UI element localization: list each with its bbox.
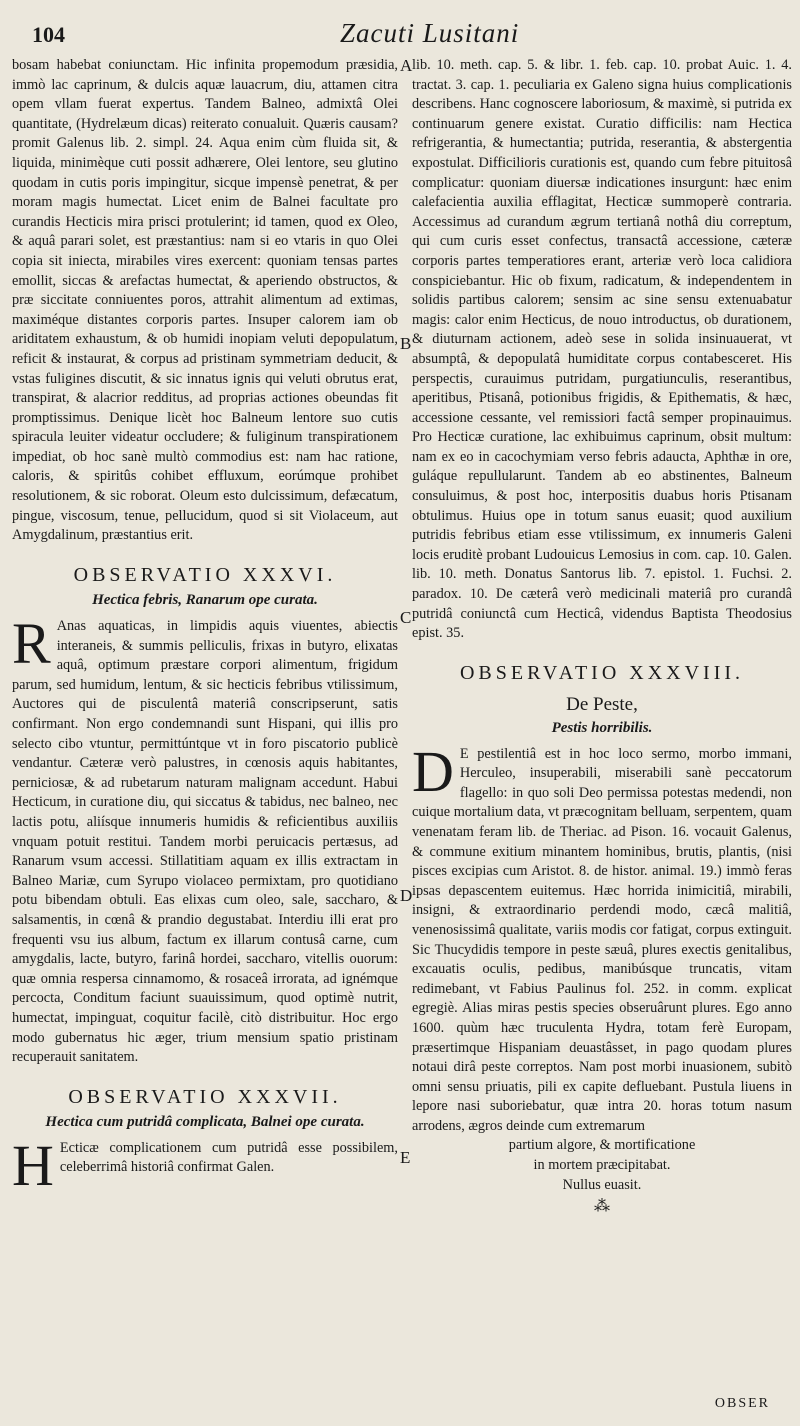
margin-letter-e: E xyxy=(400,1148,411,1167)
dropcap-d: D xyxy=(412,738,454,804)
observation-37-text: Ecticæ complicationem cum putridâ esse possibilem, celeberrimâ historiâ confirmat Galen. xyxy=(59,1139,398,1176)
left-column xyxy=(12,56,398,1198)
page-number: 104 xyxy=(32,22,65,47)
left-intro-paragraph: bosam habebat coniunctam. Hic infinita propemodum præsidia, immò lac caprinum, & dulcis aquæ lauacrum, diu, attamen citra opem vllam fuerat expertus. Tandem Balneo, admixtâ Olei quantitate, (Hydrelæum dicas) reiterato conualuit. Quæris causam? promit Galenus lib. 2. simpl. 24. Aqua enim cùm fluida sit, & liquida, minimèque cuti possit adhærere, Olei lentore, seu glutino quodam in cutis poris impingitur, sicque impensè penetrat, & per moram magis humectat. Licet enim de Balnei facultate pro curandis Hecticis mira prisci protulerint; id tamen, quod ex Oleo, & aquâ parari solet, est præstantius: nam si eo vtaris in quo Olei copia sit iniecta, mirabiles vires exercent: quoniam tensas partes emollit, siccas & arefactas humectat, & aperiendo obstructos, & præ siccitate conniuentes poros, attrahit alimentum ad extimas, maximéque distantes corporis partes. Insuper calorem iam ob ariditatem exhaustum, & ob humidi inopiam veluti depopulatum, reficit & instaurat, & corpus ad pristinam symmetriam deducit, & vstas fuligines discutit, & sic innatus ignis qui veluti obrutus erat, transpirat, & alacrior redditus, ad proprias actiones obeundas fit promptissimus. Denique licèt hoc Balneum lentore suo cutis spiracula leuiter videatur occludere; & fuliginum transpirationem impediat, ob hoc sanè multò commodius est: nam hac ratione, caloris, & spiritûs cohibet effluxum, eorúmque prohibet resolutionem, & sic roborat. Oleum esto dulcissimum, defæcatum, pingue, viscosum, tenue, pellucidum, quod si sit Violaceum, aut Amygdalinum, præstantius erit. xyxy=(12,57,398,544)
running-title: Zacuti Lusitani xyxy=(340,18,520,48)
dropcap-h: H xyxy=(12,1132,54,1198)
observation-37-paragraph xyxy=(12,1132,398,1198)
observation-36-paragraph xyxy=(12,611,398,1068)
observation-38-text: E pestilentiâ est in hoc loco sermo, morbo immani, Herculeo, insuperabili, miserabili sanè peccatorum flagello: in quo soli Deo permissa potestas medendi, non cuique mortalium data, vt præcognitam belluam, serpentem, quam venenatam feram lib. de Theriac. ad Pison. 16. vocauit Galenus, & commune exitium minantem hominibus, brutis, plantis, (nisi pisces excipias cum Aristot. 8. de histor. animal. 19.) immò feras ipsas depascentem euitemus. Hæc horrida inimicitiâ, mirabili, insigni, & extraordinario perdendi modo, cæcâ malitiâ, venenosissimâ qualitate, variis modis cor fatigat, corpus extinguit. Sic Thucydidis tempore in peste sæuâ, plures exectis genitalibus, excauatis oculis, pedibus, manibúsque truncatis, vitam redimebant, vt Fabius Paulinus fol. 252. in comm. explicat egregiè. Alias miras pestis species obseruârunt plures. Ego anno 1600. quùm hæc truculenta Hydra, totam ferè Europam, præsertimque Hispaniam deuastâsset, in pago quodam plures notaui dirâ peste correptos. Nam post morbi inuasionem, subitò omni sensu priuatis, pili ex capite defluebant. Pustula liuens in lepore nasi suboriebatur, quæ intra 20. horas totum nasum arrodens, ægros deinde cum extremarum xyxy=(412,745,792,1134)
margin-letter-b: B xyxy=(400,334,412,353)
observation-38-subtitle: Pestis horribilis. xyxy=(551,720,653,736)
observation-38-paragraph xyxy=(412,738,792,1137)
observation-38-heading: OBSERVATIO XXXVIII. xyxy=(459,661,745,684)
observation-38-title: De Peste, xyxy=(566,694,638,716)
catchword: OBSER xyxy=(714,1396,770,1411)
observation-36-text: Anas aquaticas, in limpidis aquis viuentes, abiectis interaneis, & summis pelliculis, frixas in butyro, elixatas aquâ, optimum præstare corpori alimentum, frigidum parum, sed humidum, lentum, & sic hecticis febribus vtilissimum, Auctores qui de pisculentâ materiâ conscripserunt, satis confirmant. Non ergo condemnandi sunt Hispani, qui illis pro selecto cibo vtuntur, permittúntque vt in foro piscatorio publicè vendantur. Cæteræ verò palustres, in cœnosis aquis habitantes, perniciosæ, & ad rubetarum naturam malignam accedunt. Habui Hecticum, in curatione diu, qui siccatus & tabidus, nec balneo, nec lactis potu, aliísque innumeris humidis & reficientibus auxiliis vnquam potuit restitui. Tandem morbi peruicacis pertæsus, ad Ranarum vsum accessi. Stillatitiam aquam ex illis extractam in Balneo Mariæ, cum Syrupo violaceo permixtam, pro quotidiano potu bibendam obtuli. Eas elixas cum oleo, sale, saccharo, & salsamentis, in cœnâ & prandio degustabat. Interdiu illi erat pro frequenti vsu ius album, factum ex illarum contusâ carne, cum amygdalis, lacte, butyro, farinâ hordei, saccharo, vitellis ouorum: quæ omnia respersa cinnamomo, & rosaceâ irrorata, ad ignémque percocta, Conditum faciunt suauissimum, quod optimè nutrit, humectat, impinguat, coquitur facilè, citò distribuitur. Hoc ergo modo gubernatus hic æger, trium mensium spatio pristinam recuperauit sanitatem. xyxy=(12,618,398,1066)
observation-38-tail-line-1: partium algore, & mortificatione xyxy=(508,1137,696,1154)
observation-36-subtitle: Hectica febris, Ranarum ope curata. xyxy=(92,592,318,609)
observation-37-subtitle: Hectica cum putridâ complicata, Balnei ope curata. xyxy=(45,1114,365,1131)
right-intro-paragraph: lib. 10. meth. cap. 5. & libr. 1. feb. cap. 10. probat Auic. 1. 4. tractat. 3. cap. 1. peculiaria ex Galeno signa huius complicationis describens. Hanc cognoscere laboriosum, & maximè, si putrida ex continuarum genere existat. Curatio difficilis: nam Hectica refrigerantia, & humectantia; putrida, reserantia, & abstergentia expostulat. Difficilioris curationis est, quando cum febre pituitosâ complicatur: quoniam diuersæ indicationes insurgunt: hæc enim calefacientia auxilia efflagitat, Hecticæ summoperè contraria. Accessimus ad curandum ægrum tertianâ nothâ diu correptum, qui cum curis esset confectus, transactâ accessione, cæteræ corporis partes temperatiores erant, arteriæ verò loca calidiora conspiciebantur. Hic ob fixum, radicatum, & independentem in solidis partibus calorem; sensim ac sine sensu extenuabatur magis: calor enim Hecticus, de nouo introductus, ob durationem, & diuturnam actionem, adeò sese in solida insinuauerat, vt absumptâ, & depopulatâ humiditate corpus contabesceret. His perspectis, curauimus putridam, purgatiunculis, reserantibus, aperitibus, Ptisanâ, potionibus frigidis, & Epithematis, & hæc, accessione cessante, vel remissiori factâ semper propinauimus. Pro Hecticæ curatione, lac exhibuimus caprinum, obsit multum: nam ex eo in cacochymiam verso febris adaucta, Aphthæ in ore, guláque repullularunt. Tandem ab eo abstinentes, Balneum consuluimus, & post hoc, interpositis duabus horis Ptisanam obtulimus. Huius ope in totum sanus euasit; quod auxilium putridis febribus etiam esse vtilissimum, ex innumeris Galeni locis eruditè probant Ludouicus Lemosius in com. cap. 10. Galen. lib. 10. meth. Donatus Santorus lib. 7. epistol. 1. Fuchsi. 2. paradox. 10. De cæterâ verò medicinali materiâ pro curandâ putridâ coniunctâ cum Hecticâ, videndus Baptista Theodosius epist. 35. xyxy=(412,57,792,642)
observation-36-heading: OBSERVATIO XXXVI. xyxy=(73,563,337,586)
page-header xyxy=(30,18,790,52)
margin-letter-d: D xyxy=(400,886,413,905)
right-column xyxy=(412,56,792,1217)
dropcap-r: R xyxy=(12,611,51,677)
observation-37-heading: OBSERVATIO XXXVII. xyxy=(68,1085,342,1108)
observation-38-tail-line-3: Nullus euasit. xyxy=(562,1176,642,1193)
asterism-ornament-icon: ⁂ xyxy=(594,1198,610,1216)
margin-letter-c: C xyxy=(400,608,412,627)
observation-38-tail-line-2: in mortem præcipitabat. xyxy=(533,1157,671,1174)
margin-letter-a: A xyxy=(400,56,413,75)
